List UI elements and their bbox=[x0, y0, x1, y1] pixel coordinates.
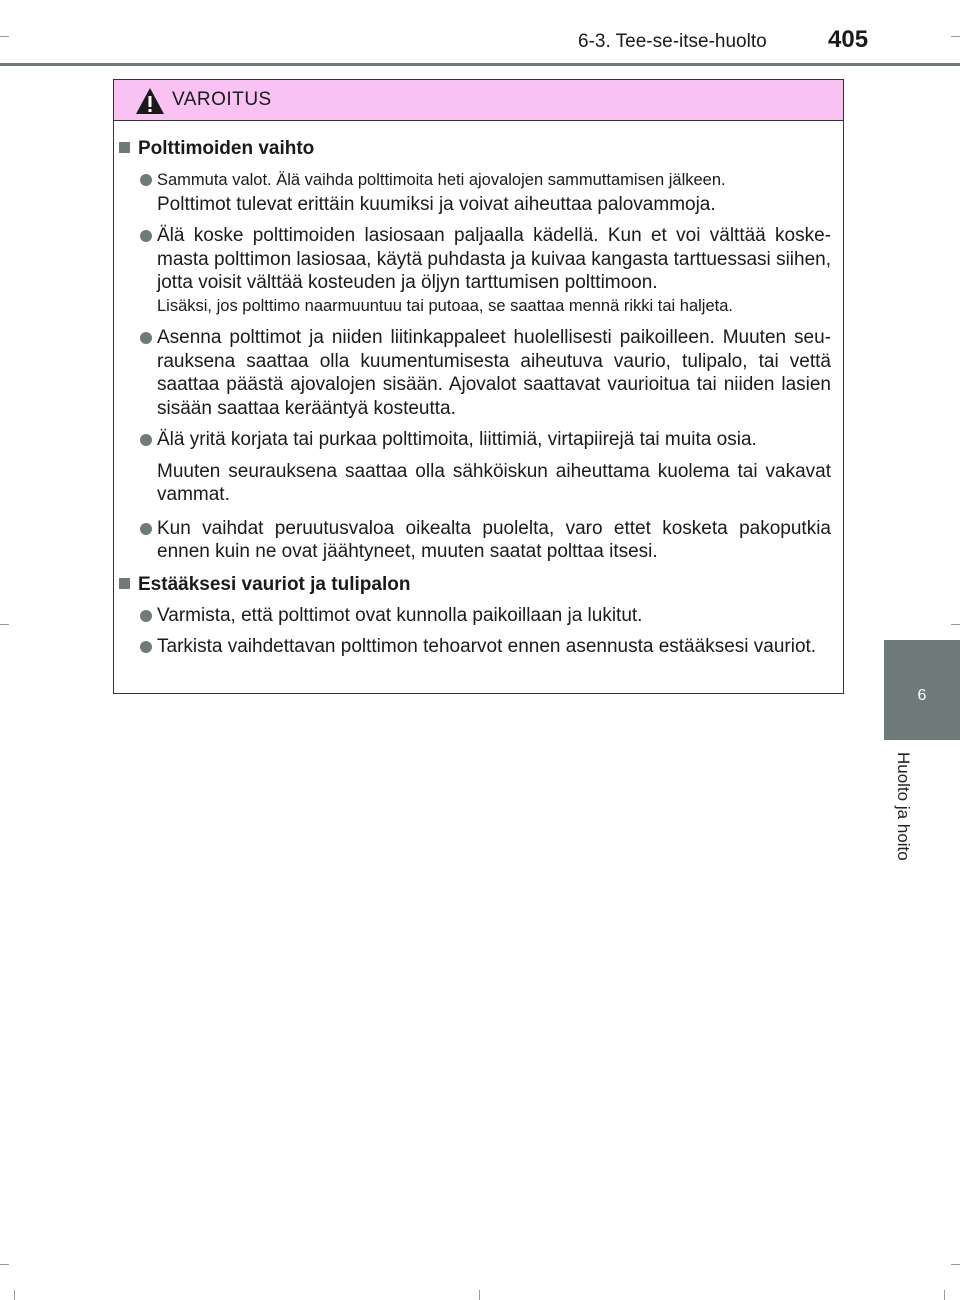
crop-mark bbox=[951, 624, 960, 625]
list-item-text: Asenna polttimot ja niiden liitinkappaleet huolellisesti paikoilleen. Muuten seu-rauksena saattaa olla kuumentumisesta aiheutuva vaurio, tulipalo, tai vettä saattaa päästä ajovalojen sisään. Ajovalot saattavat vaurioitua tai niiden lasien sisään saattaa kerääntyä kosteutta. bbox=[157, 327, 831, 419]
section-heading bbox=[114, 136, 843, 162]
list-item-text: Varmista, että polttimot ovat kunnolla paikoillaan ja lukitut. bbox=[157, 604, 643, 626]
list-item bbox=[114, 635, 843, 659]
section-title: 6-3. Tee-se-itse-huolto bbox=[578, 31, 767, 52]
list-item bbox=[114, 428, 843, 452]
header-rule bbox=[0, 63, 960, 66]
bullet-icon bbox=[140, 434, 152, 446]
bullet-icon bbox=[140, 523, 152, 535]
crop-mark bbox=[0, 624, 9, 625]
warning-label: VAROITUS bbox=[172, 89, 272, 110]
list-item-text: Älä yritä korjata tai purkaa polttimoita, liittimiä, virtapiirejä tai muita osia. bbox=[157, 429, 757, 450]
list-item-text: Lisäksi, jos polttimo naarmuuntuu tai putoaa, se saattaa mennä rikki tai haljeta. bbox=[157, 296, 733, 315]
warning-box bbox=[113, 79, 844, 694]
crop-mark bbox=[0, 1264, 9, 1265]
list-item-note bbox=[114, 295, 843, 319]
section-heading-text: Polttimoiden vaihto bbox=[138, 138, 315, 159]
square-bullet-icon bbox=[119, 578, 130, 589]
square-bullet-icon bbox=[119, 142, 130, 153]
chapter-number: 6 bbox=[917, 687, 927, 704]
list-item-text: Sammuta valot. Älä vaihda polttimoita heti ajovalojen sammuttamisen jälkeen. bbox=[157, 171, 726, 189]
list-item-text: Kun vaihdat peruutusvaloa oikealta puolelta, varo ettet kosketa pakoputkia ennen kuin ne ovat jäähtyneet, muuten saatat polttaa itsesi. bbox=[157, 517, 831, 562]
list-item-text: Polttimot tulevat erittäin kuumiksi ja voivat aiheuttaa palovammoja. bbox=[157, 193, 716, 215]
crop-mark bbox=[951, 1264, 960, 1265]
warning-header bbox=[114, 80, 843, 121]
bullet-icon bbox=[140, 332, 152, 344]
chapter-label: Huolto ja hoito bbox=[894, 752, 913, 861]
crop-mark bbox=[14, 1290, 15, 1300]
list-item bbox=[114, 517, 843, 564]
list-item bbox=[114, 326, 843, 420]
list-item-text: Muuten seurauksena saattaa olla sähköiskun aiheuttama kuolema tai vakavat vammat. bbox=[157, 460, 831, 505]
section-heading bbox=[114, 572, 843, 598]
list-item-text: Älä koske polttimoiden lasiosaan paljaalla kädellä. Kun et voi välttää koske-masta polttimon lasiosaa, käytä puhdasta ja kuivaa kangasta tarttuessasi siihen, jotta voisit välttää kosteuden ja öljyn tarttumisen polttimoon. bbox=[157, 225, 831, 293]
list-item bbox=[114, 224, 843, 295]
bullet-icon bbox=[140, 610, 152, 622]
list-item bbox=[114, 168, 843, 216]
page-number: 405 bbox=[828, 26, 869, 53]
chapter-tab bbox=[884, 640, 960, 740]
crop-mark bbox=[0, 36, 9, 37]
bullet-icon bbox=[140, 641, 152, 653]
bullet-icon bbox=[140, 230, 152, 242]
list-item-continuation bbox=[114, 460, 843, 507]
list-item bbox=[114, 604, 843, 628]
crop-mark bbox=[944, 1290, 945, 1300]
warning-content bbox=[114, 136, 843, 667]
warning-triangle-icon bbox=[134, 86, 166, 116]
crop-mark bbox=[479, 1290, 480, 1300]
section-heading-text: Estääksesi vauriot ja tulipalon bbox=[138, 573, 411, 595]
bullet-icon bbox=[140, 174, 152, 186]
crop-mark bbox=[951, 36, 960, 37]
list-item-text: Tarkista vaihdettavan polttimon tehoarvot ennen asennusta estääksesi vauriot. bbox=[157, 636, 817, 657]
